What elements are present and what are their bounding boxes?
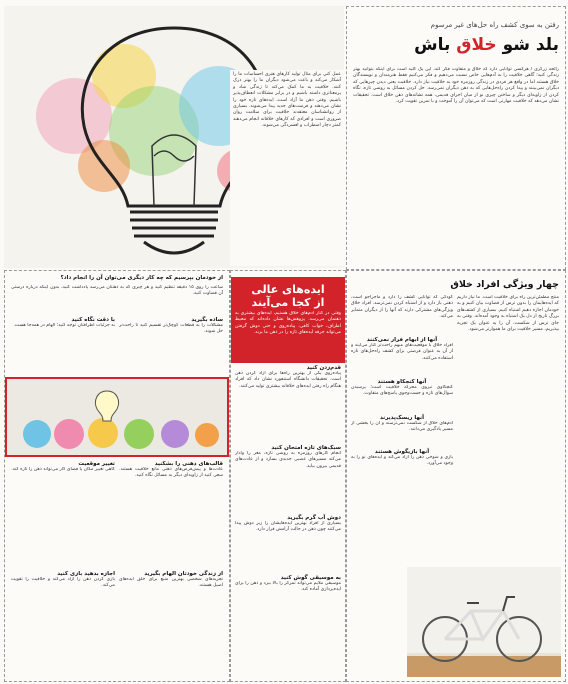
ideas-article — [230, 270, 346, 682]
feature-3-text: آدم‌های خلاق از شکست نمی‌ترسند و آن را بخشی از مسیر یادگیری می‌دانند. — [351, 421, 453, 433]
intro-article — [346, 6, 566, 270]
new-styles-text: انجام کارهای روزمره به روشی تازه، مغز را وادار می‌کند مسیرهای عصبی جدیدی بسازد و از عادت‌های قدیمی بیرون بیاید. — [235, 451, 341, 469]
tip-5-title: از زندگی خودتان الهام بگیرید — [144, 571, 223, 577]
feature-1-text: افراد خلاق با موقعیت‌های مبهم راحت‌تر کنار می‌آیند و از آن به عنوان فرصتی برای کشف راه‌حل‌های تازه استفاده می‌کنند. — [351, 343, 453, 361]
features-col-1 — [351, 295, 453, 565]
feature-2-title: آنها کنجکاو هستند — [377, 379, 427, 385]
feature-4-text: بازی و شوخی ذهن را آزاد می‌کند و ایده‌های نو را به وجود می‌آورد. — [351, 455, 453, 467]
question-title: از خودمان بپرسیم که چه کار دیگری می‌توان آن را انجام داد؟ — [60, 275, 223, 281]
intro-text: رائحه زرگری / هرکسی توانایی دارد که خلاق و متفاوت فکر کند، این یک کلید است برای اینکه بتوانید بهتر زندگی کنید؛ گاهی خلاقیت را به آدم‌هایی خاص نسبت می‌دهیم و فکر می‌کنیم فقط هنرمندان و نویسندگان خلاق هستند اما در واقع هر فردی در زندگی روزمره خود به خلاقیت نیاز دارد. خلاقیت یعنی دیدن چیزهایی که دیگران نمی‌بینند و پیدا کردن راه‌حل‌هایی که به ذهن دیگران نمی‌رسد. حل کردن مسائل به روشی تازه، نگاه کردن از زاویه‌ای دیگر و ساختن چیزی نو از میان اجزای قدیمی، همه نشانه‌های ذهن خلاق است. تحقیقات نشان می‌دهد که خلاقیت مهارتی است که می‌توان آن را آموخت و با تمرین تقویت کرد. — [353, 67, 559, 105]
new-styles-title: سبک‌های تازه امتحان کنید — [271, 445, 341, 451]
features-article — [346, 270, 566, 682]
music-title: به موسیقی گوش کنید — [280, 575, 341, 581]
features-title: چهار ویژگی افراد خلاق — [450, 279, 559, 290]
ideas-title-2: از کجا می‌آیند — [251, 296, 325, 309]
article-kicker: رفتن به سوی کشف راه حل‌های غیر مرسوم — [430, 21, 559, 29]
ideas-title-box — [231, 277, 345, 363]
article-title — [353, 35, 559, 55]
feature-2-text: کنجکاوی نیروی محرکه خلاقیت است؛ پرسیدن سوال‌های تازه و جست‌وجوی پاسخ‌های متفاوت. — [351, 385, 453, 397]
ideas-title-1: ایده‌های عالی — [251, 283, 325, 296]
feature-4-title: آنها بازیگوش هستند — [374, 449, 430, 455]
ideas-body — [235, 365, 341, 675]
tip-6-text: بازی کردن ذهن را آزاد می‌کند و خلاقیت را تقویت می‌کند. — [11, 577, 115, 589]
title-part-2: باش — [414, 35, 451, 55]
tip-1-title: ساده بگیرید — [191, 317, 223, 323]
tip-3-text: عادت‌ها و پیش‌فرض‌های ذهنی مانع خلاقیت هستند. سعی کنید از زاویه‌ای دیگر به مسائل نگاه کنید. — [119, 467, 223, 479]
ideas-lead: وقتی در کنار آدم‌های خلاق هستیم، ایده‌های بیشتری به ذهنمان می‌رسد. پژوهش‌ها نشان داده‌اند که محیط اطراف، خواب کافی، پیاده‌روی و حتی دوش گرفتن می‌تواند جرقه ایده‌های تازه را در ذهن ما بزند. — [235, 311, 341, 336]
tip-2-title: با دقت نگاه کنید — [71, 317, 115, 323]
intro-continued-text: عمل کنی برای مثال تولید کارهای هنری احساسات ما را آشکار می‌کند و باعث می‌شود دیگران ما را بهتر درک کنند. خلاقیت به ما کمک می‌کند تا زندگی شاد و پرمعناتری داشته باشیم و در برابر مشکلات انعطاف‌پذیر باشیم. وقتی ذهن ما آزاد است، ایده‌های تازه خود را نشان می‌دهند و فرصت‌های جدید پیدا می‌شوند. بسیاری از روانشناسان معتقدند خلاقیت برای سلامت روان ضروری است و افرادی که کارهای خلاقانه انجام می‌دهند کمتر دچار اضطراب و افسردگی می‌شوند. — [233, 72, 341, 129]
title-part-1: بلد شو — [502, 35, 559, 55]
features-col-2: منتج مطمئن‌ترین راه برای خلاقیت است. ما نیاز داریم که ایده‌هایمان را بدون ترس از قضاوت بیان کنیم و به خودمان اجازه دهیم اشتباه کنیم. بسیاری از کشف‌های بزرگ تاریخ از دل یک اشتباه به وجود آمده‌اند. وقتی به جای ترس از شکست، آن را به عنوان یک تجربه بپذیریم، مسیر خلاقیت برای ما هموارتر می‌شود. — [457, 295, 559, 333]
music-text: موسیقی ملایم می‌تواند تمرکز را بالا ببرد و ذهن را برای ایده‌پردازی آماده کند. — [235, 581, 341, 593]
tip-3-title: قالب‌های ذهنی را بشکنید — [154, 461, 223, 467]
tips-upper — [11, 317, 223, 373]
tip-4-title: تغییر موقعیت — [78, 461, 115, 467]
tip-4-text: گاهی تغییر مکان یا فضای کار می‌تواند ذهن را تازه کند. — [11, 467, 115, 472]
title-red-word: خلاق — [456, 35, 497, 55]
tip-2-text: به جزئیات اطرافتان توجه کنید؛ الهام در همه‌جا هست. — [13, 323, 115, 328]
walk-title: قدم‌زدن کنید — [306, 365, 341, 371]
feature-1-title: آنها از ابهام فرار نمی‌کنند — [366, 337, 438, 343]
shower-text: بسیاری از افراد بهترین ایده‌هایشان را زیر دوش پیدا می‌کنند چون ذهن در حالت آرامش قرار دارد. — [235, 521, 341, 533]
tip-5-text: تجربه‌های شخصی بهترین منبع برای خلق ایده‌های اصیل هستند. — [119, 577, 223, 589]
tips-lower — [11, 461, 223, 675]
tip-6-title: اجازه بدهید بازی کنید — [57, 571, 115, 577]
intro-continued — [230, 70, 344, 266]
tips-article — [4, 270, 230, 682]
feature-3-title: آنها ریسک‌پذیرند — [380, 415, 424, 421]
crumpled-paper-photo — [5, 377, 229, 457]
tip-1-text: مشکلات را به قطعات کوچک‌تر تقسیم کنید تا راحت‌تر حل شوند. — [119, 323, 223, 335]
question-text: ساعت را روی ۱۵ دقیقه تنظیم کنید و هر چیزی که به ذهنتان می‌رسد یادداشت کنید، بدون اینکه درباره درستی آن قضاوت کنید. — [11, 285, 223, 297]
shower-title: دوش آب گرم بگیرید — [287, 515, 341, 521]
walk-text: پیاده‌روی یکی از بهترین راه‌ها برای آزاد کردن ذهن است. تحقیقات دانشگاه استنفورد نشان داد که افراد هنگام راه رفتن ایده‌های خلاقانه بیشتری تولید می‌کنند. — [235, 371, 341, 389]
features-lead: کودکی که توانایی کشف را دارد و ماجراجو است، ذهنی باز دارد و از اشتباه کردن نمی‌ترسد. افراد خلاق ویژگی‌های مشترکی دارند که آنها را از دیگران متمایز می‌کند. — [351, 295, 453, 320]
bicycle-photo — [407, 567, 561, 677]
